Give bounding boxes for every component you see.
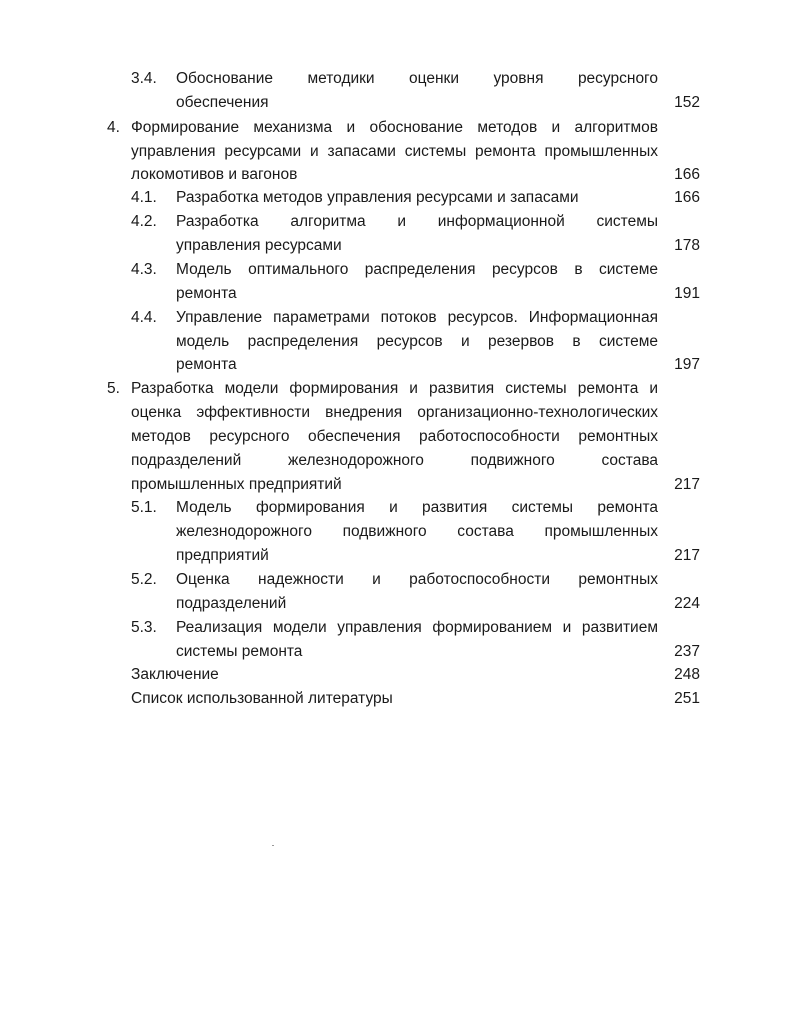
- entry-title-line: управления ресурсами: [176, 237, 342, 254]
- entry-title-line: Заключение: [131, 666, 219, 683]
- page-number: 166: [674, 189, 700, 206]
- section-number: 4.1.: [131, 189, 157, 206]
- page-number: 217: [674, 547, 700, 564]
- page-number: 152: [674, 94, 700, 111]
- section-number: 4.2.: [131, 213, 157, 230]
- entry-title-line: подразделений: [176, 595, 287, 612]
- entry-title-line: методов ресурсного обеспечения работоспособности ремонтных: [131, 428, 658, 445]
- entry-title-line: обеспечения: [176, 94, 269, 111]
- entry-title-line: Формирование механизма и обоснование методов и алгоритмов: [131, 119, 658, 136]
- page-number: 224: [674, 595, 700, 612]
- entry-title-line: Реализация модели управления формированием и развитием: [176, 619, 658, 636]
- page-number: 217: [674, 476, 700, 493]
- entry-title-line: Оценка надежности и работоспособности ремонтных: [176, 571, 658, 588]
- page-number: 191: [674, 285, 700, 302]
- scan-speck: [272, 845, 274, 846]
- entry-title-line: Обоснование методики оценки уровня ресурсного: [176, 70, 658, 87]
- entry-title-line: Разработка методов управления ресурсами и запасами: [176, 189, 579, 206]
- page-number: 166: [674, 166, 700, 183]
- section-number: 3.4.: [131, 70, 157, 87]
- entry-title-line: Управление параметрами потоков ресурсов. Информационная: [176, 309, 658, 326]
- entry-title-line: Разработка модели формирования и развития системы ремонта и: [131, 380, 658, 397]
- entry-title-line: Модель формирования и развития системы ремонта: [176, 499, 658, 516]
- entry-title-line: модель распределения ресурсов и резервов в системе: [176, 333, 658, 350]
- entry-title-line: системы ремонта: [176, 643, 303, 660]
- entry-title-line: Список использованной литературы: [131, 690, 393, 707]
- entry-title-line: ремонта: [176, 356, 237, 373]
- page-number: 178: [674, 237, 700, 254]
- entry-title-line: локомотивов и вагонов: [131, 166, 298, 183]
- entry-title-line: подразделений железнодорожного подвижного состава: [131, 452, 658, 469]
- entry-title-line: управления ресурсами и запасами системы ремонта промышленных: [131, 143, 658, 160]
- section-number: 5.1.: [131, 499, 157, 516]
- section-number: 4.3.: [131, 261, 157, 278]
- entry-title-line: Разработка алгоритма и информационной системы: [176, 213, 658, 230]
- section-number: 5.3.: [131, 619, 157, 636]
- entry-title-line: ремонта: [176, 285, 237, 302]
- page-number: 251: [674, 690, 700, 707]
- entry-title-line: предприятий: [176, 547, 269, 564]
- section-number: 5.: [107, 380, 120, 397]
- section-number: 4.: [107, 119, 120, 136]
- entry-title-line: Модель оптимального распределения ресурсов в системе: [176, 261, 658, 278]
- page-number: 197: [674, 356, 700, 373]
- entry-title-line: промышленных предприятий: [131, 476, 342, 493]
- page-number: 248: [674, 666, 700, 683]
- section-number: 5.2.: [131, 571, 157, 588]
- section-number: 4.4.: [131, 309, 157, 326]
- entry-title-line: железнодорожного подвижного состава промышленных: [176, 523, 658, 540]
- page-number: 237: [674, 643, 700, 660]
- entry-title-line: оценка эффективности внедрения организационно-технологических: [131, 404, 658, 421]
